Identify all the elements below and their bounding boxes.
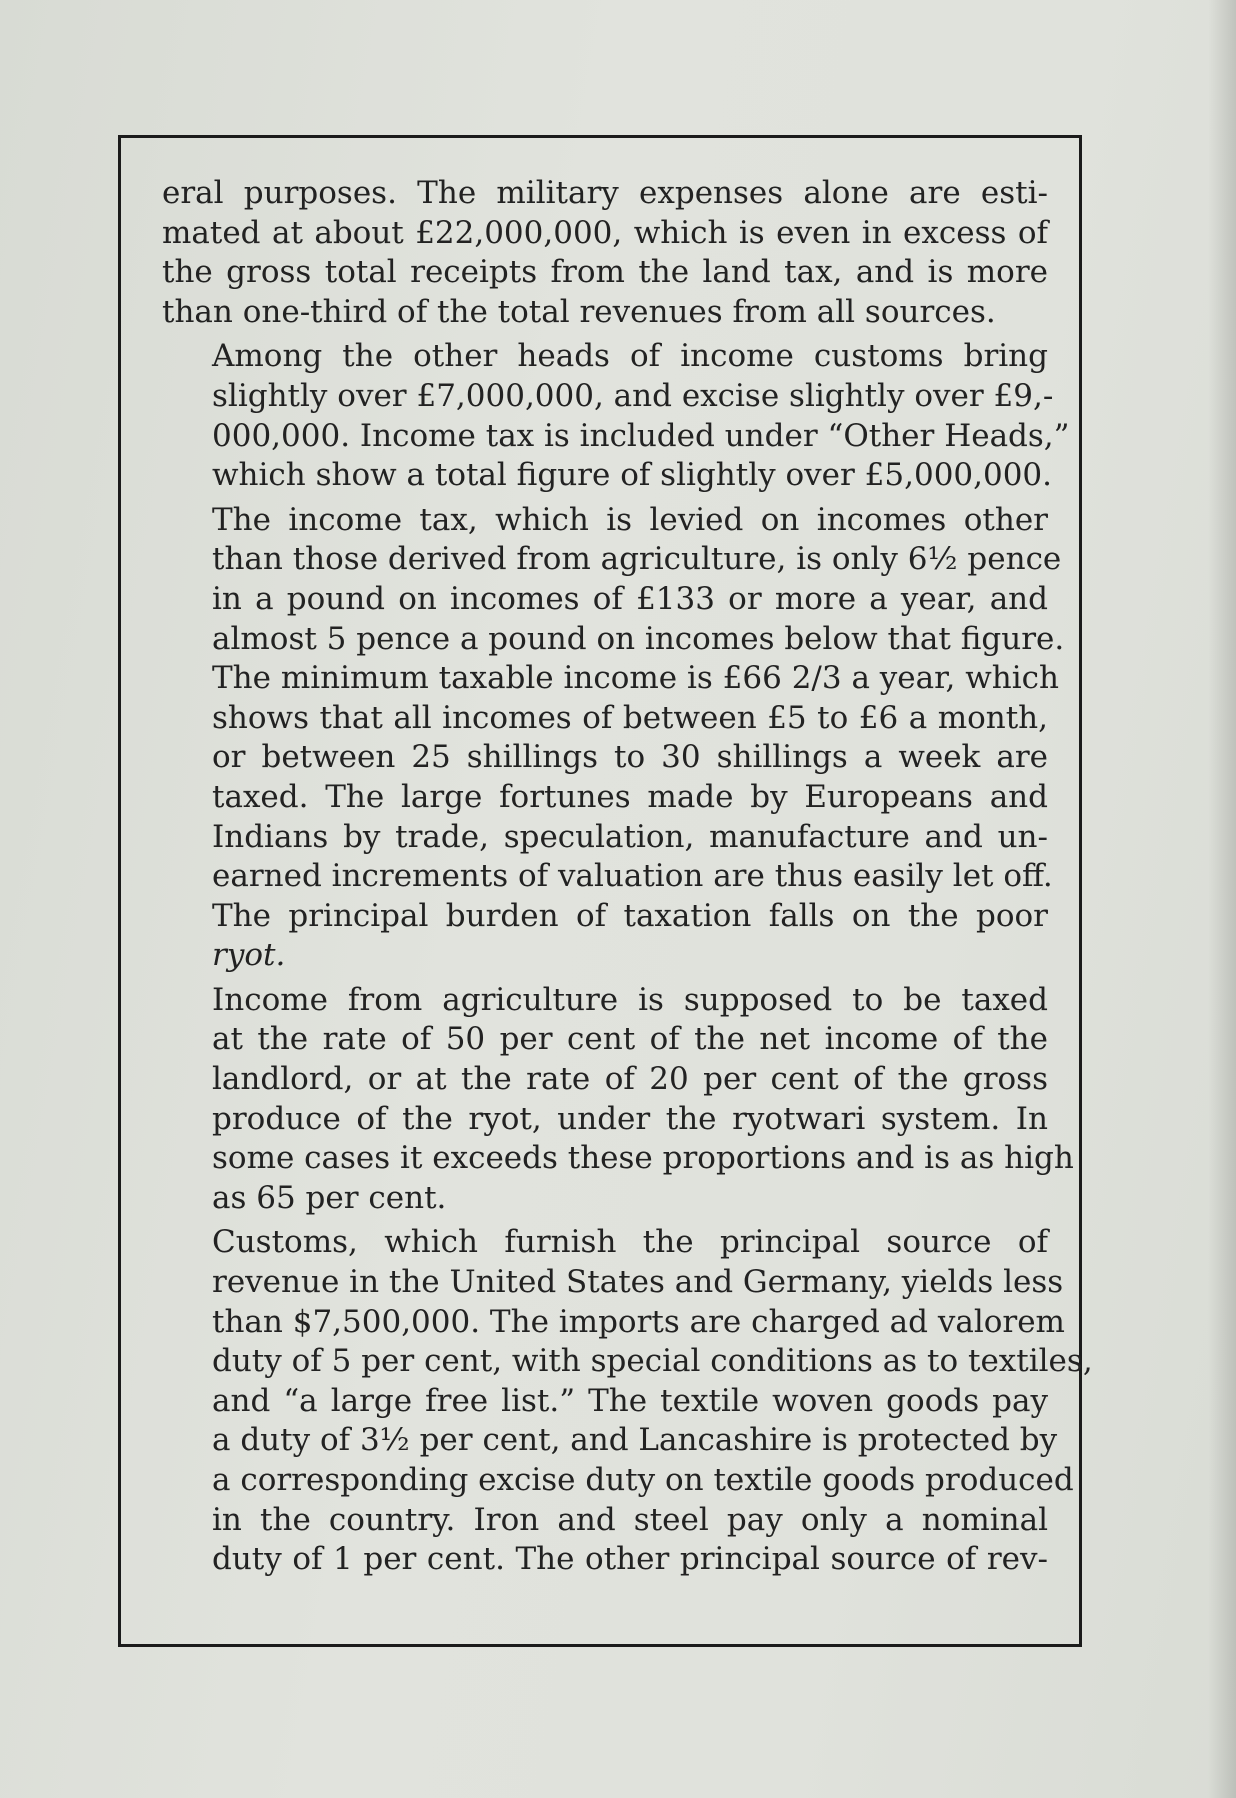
text-line: than $7,500,000. The imports are charged ad valorem <box>212 1303 1065 1340</box>
text-line: taxed. The large fortunes made by Europeans and <box>212 778 1048 815</box>
paragraph-military-expenses <box>162 174 1048 332</box>
text-line: Customs, which furnish the principal source of <box>212 1224 1048 1261</box>
text-line: revenue in the United States and Germany, yields less <box>212 1264 1064 1301</box>
paragraph-agriculture <box>162 981 1074 1219</box>
text-line: The minimum taxable income is £66 2/3 a year, which <box>212 660 1059 697</box>
text-line: earned increments of valuation are thus easily let off. <box>212 858 1053 895</box>
text-line: The income tax, which is levied on incomes other <box>212 501 1048 538</box>
text-line: 000,000. Income tax is included under “Other Heads,” <box>212 417 1070 454</box>
text-line: in the country. Iron and steel pay only a nominal <box>212 1501 1048 1538</box>
paragraph-customs <box>162 1223 1093 1579</box>
text-line: or between 25 shillings to 30 shillings a week are <box>212 739 1048 776</box>
text-line: than those derived from agriculture, is only 6½ pence <box>212 541 1062 578</box>
text-line: almost 5 pence a pound on incomes below that figure. <box>212 620 1065 657</box>
text-line: some cases it exceeds these proportions and is as high <box>212 1140 1074 1177</box>
text-line: duty of 1 per cent. The other principal source of rev- <box>212 1541 1048 1578</box>
text-line: and “a large free list.” The textile woven goods pay <box>212 1382 1048 1419</box>
body-text <box>162 174 1093 1585</box>
text-line: which show a total figure of slightly over £5,000,000. <box>212 457 1053 494</box>
text-line: as 65 per cent. <box>212 1179 447 1216</box>
text-line: at the rate of 50 per cent of the net income of the <box>212 1021 1048 1058</box>
text-line: the gross total receipts from the land tax, and is more <box>162 254 1048 291</box>
text-line: than one-third of the total revenues from all sources. <box>162 293 996 330</box>
text-line: ryot. <box>212 937 286 974</box>
text-line: produce of the ryot, under the ryotwari system. In <box>212 1100 1048 1137</box>
text-line: mated at about £22,000,000, which is even in excess of <box>162 214 1048 251</box>
page-edge-shadow <box>1208 0 1236 1798</box>
text-line: Indians by trade, speculation, manufacture and un- <box>212 818 1048 855</box>
text-line: a corresponding excise duty on textile goods produced <box>212 1462 1074 1498</box>
paragraph-income-tax <box>162 501 1065 976</box>
text-line: in a pound on incomes of £133 or more a year, and <box>212 580 1048 617</box>
text-line: eral purposes. The military expenses alone are esti- <box>162 175 1048 211</box>
text-line: Income from agriculture is supposed to be taxed <box>212 981 1048 1018</box>
text-line: slightly over £7,000,000, and excise slightly over £9,- <box>212 377 1054 414</box>
text-line: duty of 5 per cent, with special conditions as to textiles, <box>212 1343 1093 1380</box>
text-line: The principal burden of taxation falls on the poor <box>212 897 1048 934</box>
text-line: landlord, or at the rate of 20 per cent of the gross <box>212 1061 1048 1098</box>
text-line: a duty of 3½ per cent, and Lancashire is protected by <box>212 1422 1058 1459</box>
text-line: shows that all incomes of between £5 to £6 a month, <box>212 699 1048 736</box>
text-line: Among the other heads of income customs bring <box>212 338 1048 375</box>
paragraph-other-heads <box>162 337 1070 495</box>
